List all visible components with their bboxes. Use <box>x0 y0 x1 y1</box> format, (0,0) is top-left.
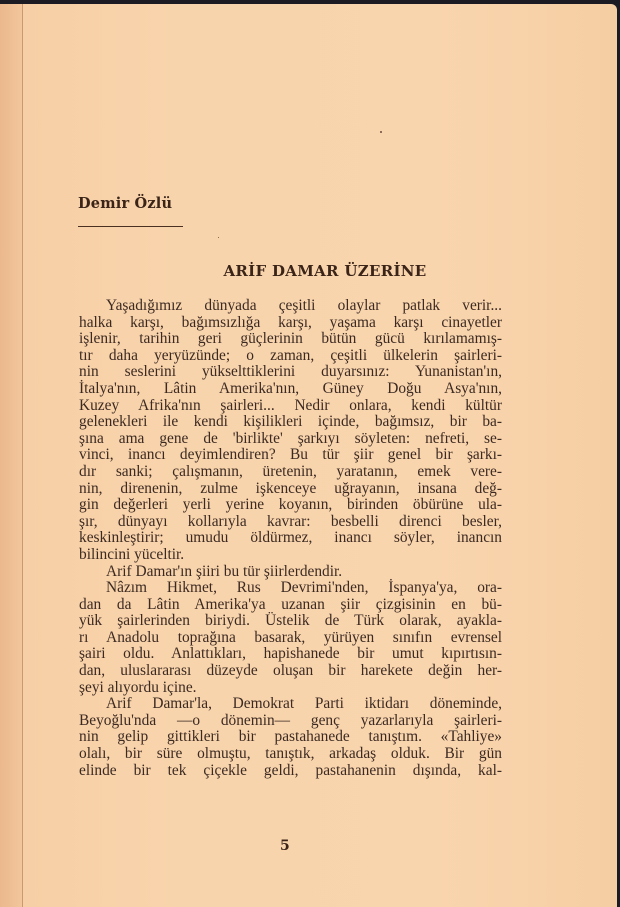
text-line: gelenekleri ile kendi kişilikleri içinde, bağımsız, bir ba- <box>79 413 502 431</box>
text-line: yük şairlerinden biriydi. Üstelik de Türk olarak, ayakla- <box>79 612 502 630</box>
page-number: 5 <box>280 838 290 854</box>
text-line: şına ama gene de 'birlikte' şarkıyı söyleten: nefreti, se- <box>79 429 502 447</box>
text-line: dan, uluslararası düzeyde oluşan bir harekete değin her- <box>79 662 502 680</box>
page-gutter <box>0 4 22 907</box>
text-line: olalı, bir süre olmuştu, tanıştık, arkadaş olduk. Bir gün <box>79 745 502 763</box>
text-line: rı Anadolu toprağına basarak, yürüyen sınıfın evrensel <box>79 628 502 646</box>
text-line: nin seslerini yükselttiklerini duyarsınız: Yunanistan'ın, <box>79 363 502 381</box>
text-line: bilincini yüceltir. <box>79 545 185 563</box>
text-line: dır sanki; çalışmanın, üretenin, yaratanın, emek vere- <box>79 462 502 480</box>
text-line: şairi oldu. Anlattıkları, hapishanede bir umut kıpırtısın- <box>79 645 502 663</box>
text-line: elinde bir tek çiçekle geldi, pastahanenin dışında, kal- <box>79 761 502 779</box>
author-underline <box>78 226 183 227</box>
text-line: nin gelip gittikleri bir pastahanede tanıştım. «Tahliye» <box>79 728 502 746</box>
text-line: Arif Damar'ın şiiri bu tür şiirlerdendir. <box>106 562 343 580</box>
page-fold-line <box>22 4 23 907</box>
text-line: şeyi alıyordu içine. <box>79 678 197 696</box>
book-page <box>0 4 617 907</box>
text-line: dan da Lâtin Amerika'ya uzanan şiir çizgisinin en bü- <box>79 595 502 613</box>
text-line: gin değerleri yerli yerine koyanın, birinden öbürüne ula- <box>79 496 502 514</box>
author-name: Demir Özlü <box>78 195 173 212</box>
paper-speck <box>380 131 382 133</box>
text-line: Beyoğlu'nda —o dönemin— genç yazarlarıyla şairleri- <box>79 711 502 729</box>
text-line: şır, dünyayı kollarıyla kavrar: besbelli direnci besler, <box>79 512 502 530</box>
text-line: Kuzey Afrika'nın şairleri... Nedir onlara, kendi kültür <box>79 396 502 414</box>
text-line: Nâzım Hikmet, Rus Devrimi'nden, İspanya'ya, ora- <box>106 579 502 597</box>
text-line: nin, direnenin, zulme işkenceye uğrayanın, insana değ- <box>79 479 502 497</box>
article-title: ARİF DAMAR ÜZERİNE <box>223 262 427 280</box>
text-line: halka karşı, bağımsızlığa karşı, yaşama karşı cinayetler <box>79 313 502 331</box>
text-line: keskinleştirir; umudu öldürmez, inancı söyler, inancın <box>79 529 502 547</box>
text-line: İtalya'nın, Lâtin Amerika'nın, Güney Doğu Asya'nın, <box>79 379 502 397</box>
text-line: vinci, inancı deyimlendiren? Bu tür şiir genel bir şarkı- <box>79 446 502 464</box>
text-line: Arif Damar'la, Demokrat Parti iktidarı döneminde, <box>106 695 502 713</box>
body-text <box>79 298 502 779</box>
text-line: tır daha yeryüzünde; o zaman, çeşitli ülkelerin şairleri- <box>79 346 502 364</box>
text-line: Yaşadığımız dünyada çeşitli olaylar patlak verir... <box>106 297 502 314</box>
paper-speck <box>218 237 219 238</box>
text-line: işlenir, tarihin geri güçlerinin bütün gücü kırılamamış- <box>79 330 502 348</box>
